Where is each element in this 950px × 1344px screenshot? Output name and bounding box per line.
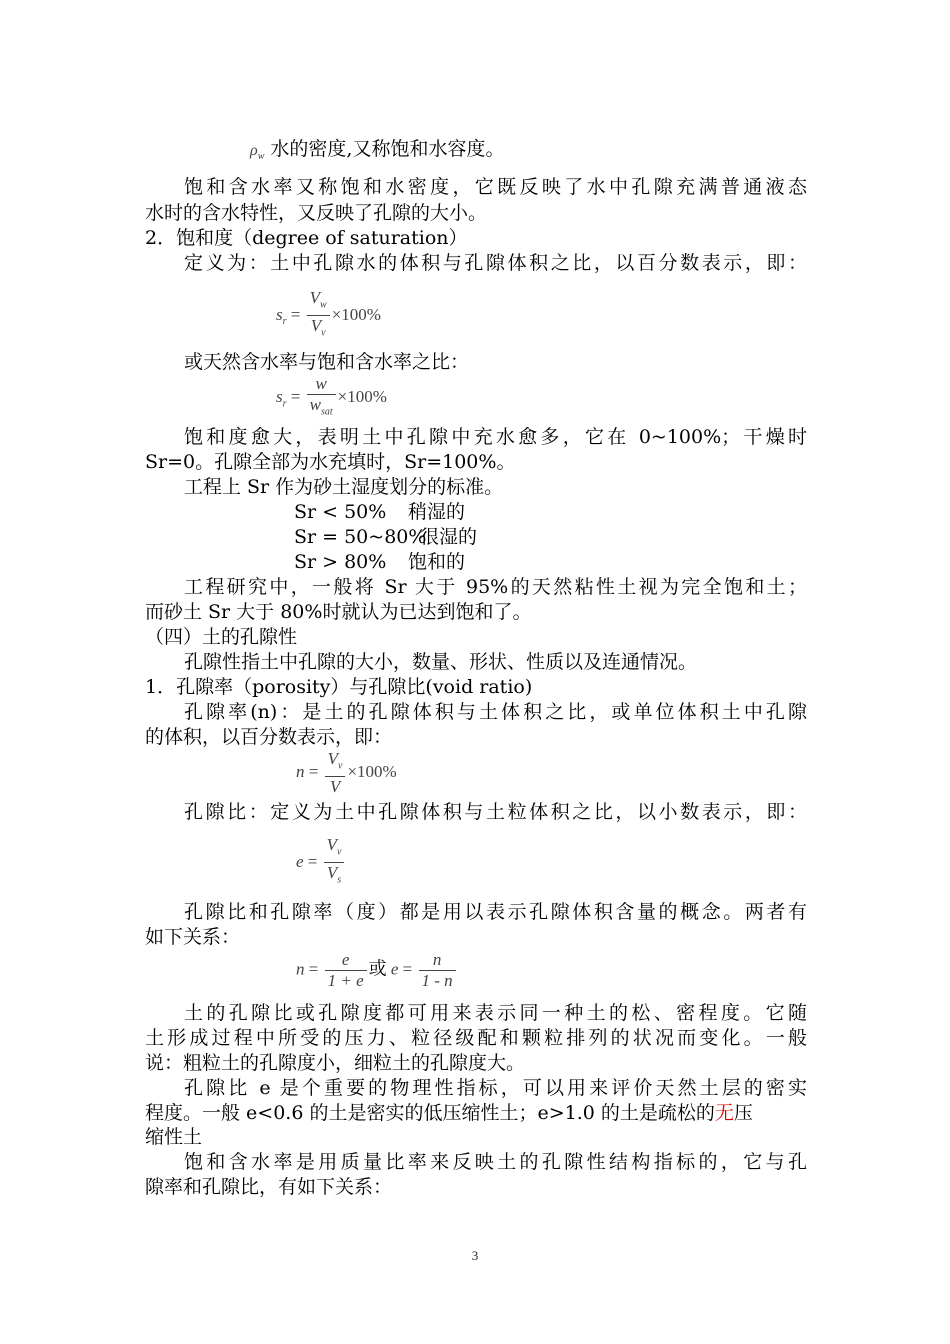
rho-symbol: $\rho_w$: [250, 142, 265, 163]
paragraph-line: 饱和度愈大，表明土中孔隙中充水愈多，它在 0~100%；干燥时: [184, 426, 807, 448]
sr-class-condition: Sr > 80%: [294, 551, 387, 573]
sr-class-row: [294, 524, 594, 550]
paragraph-line: 或天然含水率与饱和含水率之比：: [184, 351, 470, 373]
paragraph-line: 工程上 Sr 作为砂土湿度划分的标准。: [184, 476, 504, 498]
sr-class-row: [294, 549, 594, 575]
sr-class-condition: Sr < 50%: [294, 501, 387, 523]
paragraph-line: 隙率和孔隙比，有如下关系：: [145, 1176, 393, 1198]
sr-class-row: [294, 499, 594, 525]
paragraph-line: 缩性土: [145, 1126, 203, 1148]
subsection-heading: 1．孔隙率（porosity）与孔隙比(void ratio): [145, 676, 533, 698]
paragraph-line: 定义为：土中孔隙水的体积与孔隙体积之比，以百分数表示，即：: [184, 252, 807, 274]
paragraph-line: 孔隙比：定义为土中孔隙体积与土粒体积之比，以小数表示，即：: [184, 801, 807, 823]
sr-class-condition: Sr = 50~80%: [294, 526, 427, 548]
paragraph-line: 孔隙比 e 是个重要的物理性指标，可以用来评价天然土层的密实: [184, 1077, 807, 1099]
paragraph-line: Sr=0。孔隙全部为水充填时，Sr=100%。: [145, 451, 516, 473]
sr-class-description: 稍湿的: [408, 501, 466, 523]
formula-void-ratio: e = $\frac{V_v}{V_s}$: [296, 835, 346, 891]
paragraph-line: 而砂土 Sr 大于 80%时就认为已达到饱和了。: [145, 601, 532, 623]
highlighted-character: 无: [714, 1102, 734, 1124]
sr-class-description: 饱和的: [408, 551, 466, 573]
formula-saturation-volume: $s_r$ = $\frac{V_w}{V_v}$ ×100%: [276, 288, 381, 339]
rho-definition-text: 水的密度,又称饱和水容度。: [270, 138, 505, 160]
paragraph-line: 饱和含水率又称饱和水密度，它既反映了水中孔隙充满普通液态: [184, 176, 807, 198]
paragraph-line: 如下关系：: [145, 926, 241, 948]
section-heading-saturation: 2．饱和度（degree of saturation）: [145, 227, 468, 249]
paragraph-line: 的体积，以百分数表示，即：: [145, 726, 393, 748]
paragraph-line: 水时的含水特性，又反映了孔隙的大小。: [145, 202, 488, 224]
sr-class-description: 很湿的: [420, 526, 478, 548]
rho-definition-line: [250, 136, 912, 170]
section-heading-porosity: （四）土的孔隙性: [145, 626, 298, 648]
paragraph-line: 说：粗粒土的孔隙度小，细粒土的孔隙度大。: [145, 1052, 526, 1074]
paragraph-line: 工程研究中，一般将 Sr 大于 95%的天然粘性土视为完全饱和土；: [184, 576, 807, 598]
paragraph-line: 程度。一般 e<0.6 的土是密实的低压缩性土；e>1.0 的土是疏松的无压: [145, 1102, 753, 1124]
paragraph-line: 孔隙比和孔隙率（度）都是用以表示孔隙体积含量的概念。两者有: [184, 901, 807, 923]
paragraph-line: 孔隙率(n)：是土的孔隙体积与土体积之比，或单位体积土中孔隙: [184, 701, 807, 723]
paragraph-line: 土形成过程中所受的压力、粒径级配和颗粒排列的状况而变化。一般: [145, 1027, 807, 1049]
paragraph-line: 土的孔隙比或孔隙度都可用来表示同一种土的松、密程度。它随: [184, 1002, 807, 1024]
paragraph-line: 孔隙性指土中孔隙的大小，数量、形状、性质以及连通情况。: [184, 651, 698, 673]
paragraph-line: 饱和含水率是用质量比率来反映土的孔隙性结构指标的，它与孔: [184, 1151, 807, 1173]
page-number: 3: [471, 1248, 479, 1263]
formula-relation: n = $\frac{e}{1 + e}$ 或 e = $\frac{n}{1 - n}$: [296, 950, 458, 991]
formula-porosity: n = $\frac{V_v}{V}$ ×100%: [296, 749, 397, 797]
formula-saturation-moisture: $s_r$ = $\frac{w}{w_{sat}}$ ×100%: [276, 374, 387, 418]
